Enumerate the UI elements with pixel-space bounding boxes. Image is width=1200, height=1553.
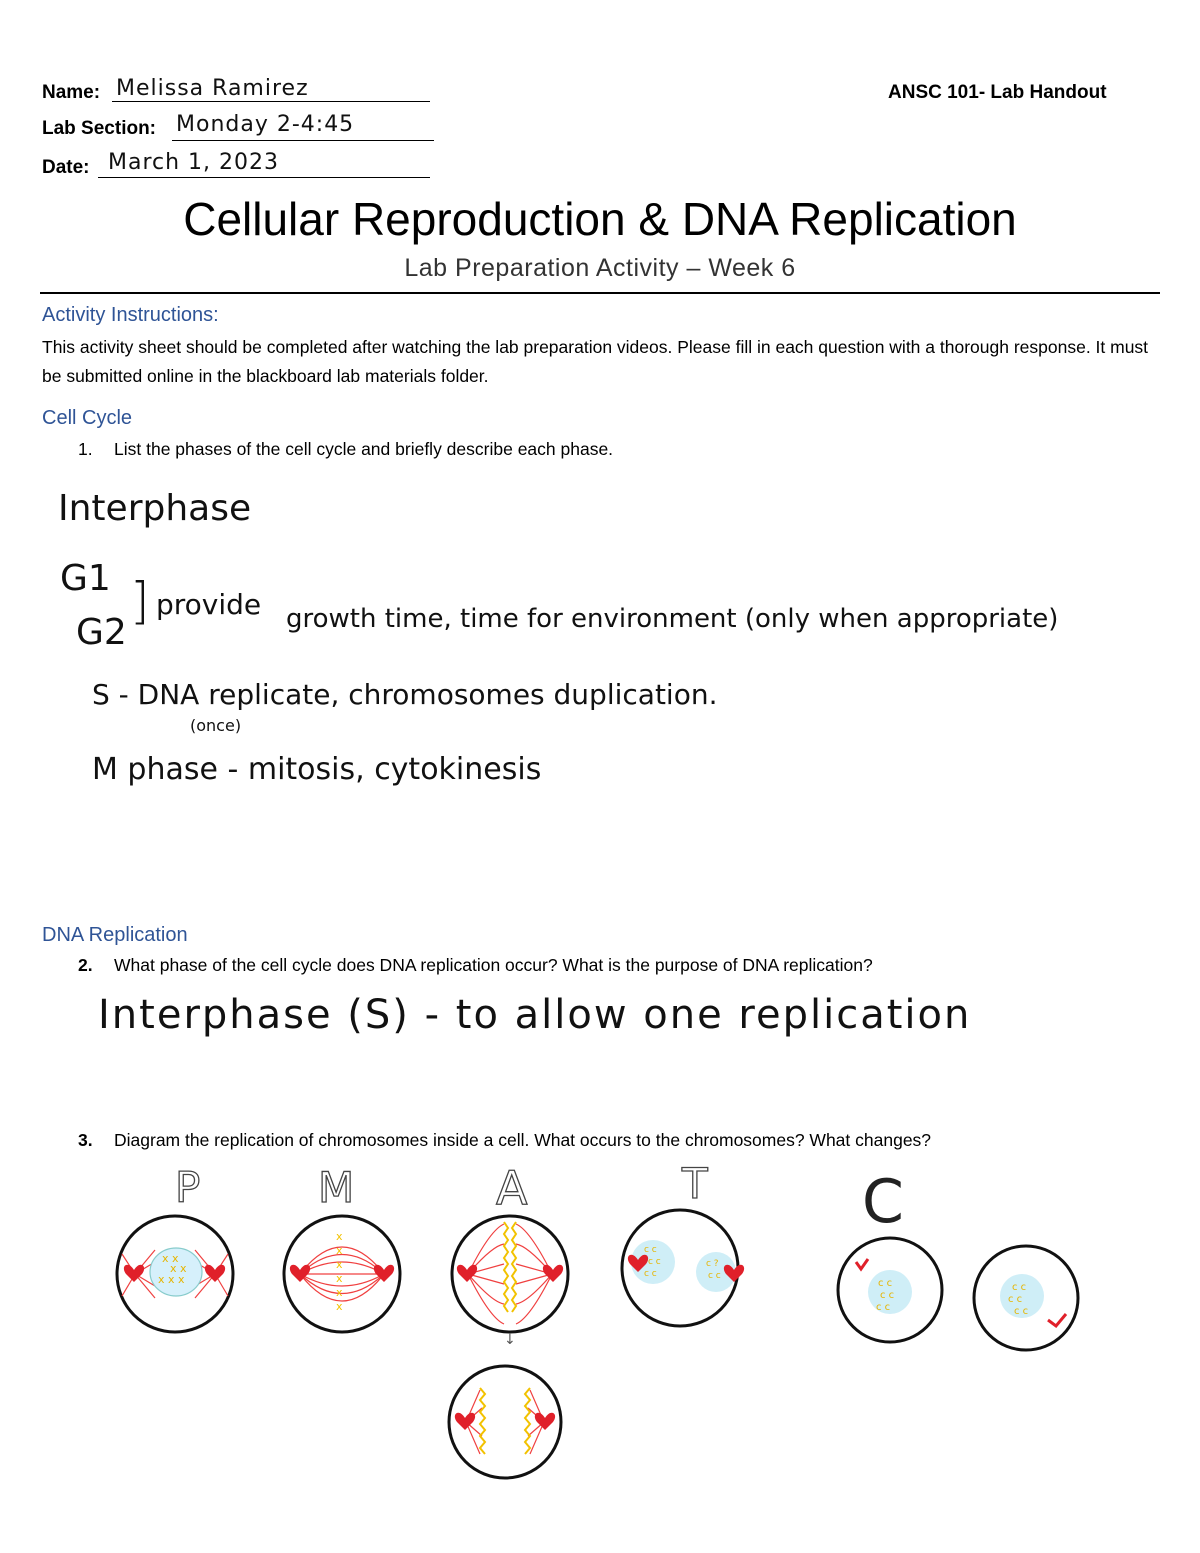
svg-text:x: x: [336, 1244, 343, 1257]
answer-growth: growth time, time for environment (only when appropriate): [286, 604, 1059, 634]
late-anaphase-cell: [449, 1366, 561, 1478]
svg-text:c c: c c: [644, 1269, 657, 1279]
question-1: [78, 439, 613, 460]
label-c: C: [862, 1167, 904, 1237]
svg-text:x: x: [336, 1230, 343, 1243]
svg-text:x: x: [336, 1272, 343, 1285]
name-underline: [112, 101, 430, 102]
anaphase-cell: [452, 1216, 568, 1332]
answer-g1: G1: [60, 558, 111, 599]
svg-text:c c: c c: [1014, 1306, 1029, 1317]
date-value: March 1, 2023: [108, 150, 280, 175]
page-subtitle: Lab Preparation Activity – Week 6: [404, 254, 796, 282]
answer-s-phase: S - DNA replicate, chromosomes duplication.: [92, 678, 718, 711]
instructions-heading: Activity Instructions:: [42, 304, 219, 326]
date-underline: [98, 177, 430, 178]
anaphase-arrow: ↓: [504, 1332, 516, 1348]
svg-text:x x: x x: [162, 1252, 179, 1265]
svg-text:x: x: [336, 1300, 343, 1313]
lab-section-underline: [172, 140, 434, 141]
question-2-text: What phase of the cell cycle does DNA replication occur? What is the purpose of DNA replication?: [114, 955, 873, 975]
question-3-text: Diagram the replication of chromosomes inside a cell. What occurs to the chromosomes? What changes?: [114, 1130, 932, 1150]
svg-text:c c: c c: [1008, 1294, 1023, 1305]
svg-text:x: x: [336, 1258, 343, 1271]
svg-text:c c: c c: [648, 1257, 661, 1267]
svg-text:c ?: c ?: [706, 1259, 719, 1269]
prophase-cell: [117, 1216, 233, 1332]
telophase-cell: [622, 1210, 744, 1326]
date-label: Date:: [42, 157, 90, 178]
metaphase-cell: [284, 1216, 400, 1332]
svg-text:c c: c c: [878, 1278, 893, 1289]
lab-section-label: Lab Section:: [42, 118, 157, 139]
svg-text:c c: c c: [1012, 1282, 1027, 1293]
question-1-text: List the phases of the cell cycle and briefly describe each phase.: [114, 439, 614, 459]
dna-replication-heading: DNA Replication: [42, 924, 188, 946]
label-a: A: [496, 1161, 528, 1215]
svg-text:c c: c c: [644, 1245, 657, 1255]
answer-g2: G2: [76, 612, 127, 653]
course-label: ANSC 101- Lab Handout: [888, 82, 1107, 103]
answer-2: Interphase (S) - to allow one replication: [98, 992, 972, 1038]
question-3-number: 3.: [78, 1130, 93, 1150]
lab-section-value: Monday 2-4:45: [176, 112, 355, 137]
cell-cycle-heading: Cell Cycle: [42, 407, 133, 429]
name-value: Melissa Ramirez: [116, 76, 309, 101]
label-p: P: [175, 1163, 201, 1212]
svg-text:x x x: x x x: [158, 1273, 185, 1286]
answer-provide: provide: [156, 588, 262, 621]
question-1-number: 1.: [78, 439, 93, 459]
svg-text:c c: c c: [876, 1302, 891, 1313]
label-m: M: [318, 1163, 355, 1212]
mitosis-diagram: [0, 1150, 1200, 1553]
cytokinesis-cell-right: [974, 1246, 1078, 1350]
answer-bracket: ]: [130, 572, 150, 630]
question-2: [78, 955, 873, 976]
svg-text:x: x: [336, 1286, 343, 1299]
title-divider: [40, 292, 1160, 294]
svg-text:c c: c c: [880, 1290, 895, 1301]
page-title: Cellular Reproduction & DNA Replication: [183, 193, 1017, 245]
question-3: [78, 1130, 931, 1151]
label-t: T: [682, 1159, 708, 1208]
answer-interphase: Interphase: [58, 488, 252, 529]
name-label: Name:: [42, 82, 101, 103]
instructions-text: This activity sheet should be completed after watching the lab preparation videos. Please fill in each question with a thorough response. It must be submitted online in the blackboard lab materials folder.: [42, 337, 1149, 386]
question-2-number: 2.: [78, 955, 93, 975]
svg-text:x x: x x: [170, 1262, 187, 1275]
svg-text:c c: c c: [708, 1271, 721, 1281]
cytokinesis-cell-left: [838, 1238, 942, 1342]
answer-once: (once): [190, 716, 242, 735]
answer-m-phase: M phase - mitosis, cytokinesis: [92, 752, 542, 787]
